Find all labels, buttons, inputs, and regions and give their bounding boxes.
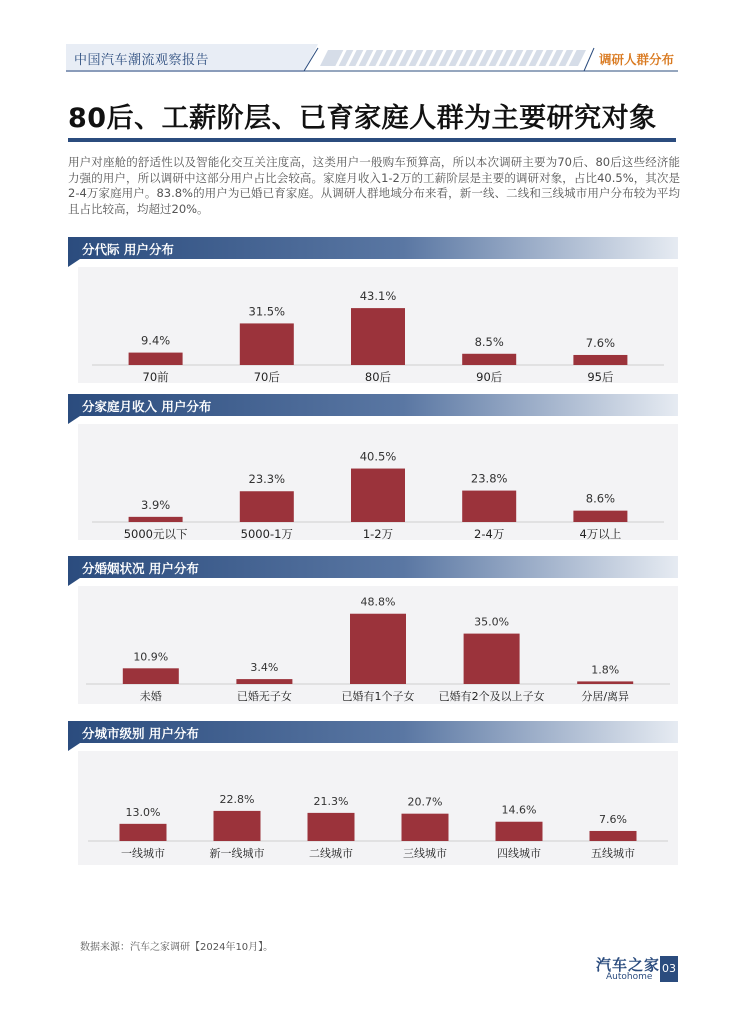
section-title: 分婚姻状况 用户分布 — [82, 561, 199, 576]
bar — [496, 822, 543, 841]
bar — [129, 353, 183, 365]
data-label: 43.1% — [359, 289, 397, 304]
bar — [240, 323, 294, 365]
category-label: 4万以上 — [579, 527, 622, 540]
bar — [123, 668, 179, 684]
bar — [464, 634, 520, 684]
data-label: 14.6% — [501, 803, 537, 817]
category-label: 70后 — [253, 370, 280, 383]
category-label: 新一线城市 — [209, 847, 265, 860]
page-title: 80后、工薪阶层、已育家庭人群为主要研究对象 — [68, 103, 657, 134]
data-label: 40.5% — [359, 449, 397, 464]
data-source-note: 数据来源：汽车之家调研【2024年10月】。 — [80, 942, 274, 953]
bar — [462, 491, 516, 522]
data-label: 3.9% — [140, 497, 171, 512]
category-label: 二线城市 — [309, 847, 353, 860]
bar — [573, 355, 627, 365]
bar — [308, 813, 355, 841]
section-title: 分家庭月收入 用户分布 — [82, 399, 212, 414]
bar — [351, 308, 405, 365]
category-label: 已婚无子女 — [236, 690, 292, 703]
data-label: 35.0% — [474, 615, 510, 629]
report-title: 中国汽车潮流观察报告 — [74, 53, 210, 68]
category-label: 95后 — [587, 370, 614, 383]
logo-text-cn: 汽车之家 — [596, 956, 661, 974]
bar — [350, 614, 406, 684]
category-label: 三线城市 — [403, 847, 447, 860]
title-rule — [68, 138, 676, 142]
category-label: 5000元以下 — [123, 527, 188, 540]
bar — [120, 824, 167, 841]
category-label: 已婚有1个子女 — [341, 690, 415, 703]
category-label: 5000-1万 — [240, 527, 293, 540]
logo-text-en: Autohome — [606, 972, 653, 982]
data-label: 31.5% — [248, 304, 286, 319]
category-label: 未婚 — [139, 690, 162, 703]
data-label: 13.0% — [125, 805, 161, 819]
marital-chart — [78, 586, 678, 704]
category-label: 分居/离异 — [581, 690, 630, 703]
section-header-bar — [68, 556, 678, 578]
city-chart — [78, 751, 678, 865]
data-label: 9.4% — [140, 333, 171, 348]
section-title: 分城市级别 用户分布 — [82, 726, 199, 741]
section-title: 分代际 用户分布 — [82, 242, 174, 257]
category-label: 已婚有2个及以上子女 — [438, 690, 545, 703]
bar — [351, 469, 405, 522]
bar — [214, 811, 261, 841]
section-header-bar — [68, 721, 678, 743]
chart-panel — [78, 586, 678, 704]
report-header — [66, 44, 678, 72]
bar — [236, 679, 292, 684]
data-label: 8.6% — [585, 491, 616, 506]
category-label: 五线城市 — [591, 847, 635, 860]
data-label: 1.8% — [591, 663, 620, 677]
section-generation — [68, 237, 678, 387]
generation-chart — [78, 267, 678, 383]
data-label: 48.8% — [360, 595, 396, 609]
data-label: 8.5% — [474, 334, 504, 349]
data-label: 7.6% — [599, 812, 627, 826]
bar — [577, 681, 633, 684]
category-label: 2-4万 — [474, 527, 505, 540]
chart-panel — [78, 424, 678, 540]
chart-panel — [78, 267, 678, 383]
data-label: 23.3% — [248, 472, 286, 487]
data-label: 3.4% — [250, 661, 279, 675]
bar — [573, 511, 627, 522]
category-label: 90后 — [476, 370, 503, 383]
section-income — [68, 394, 678, 544]
bar — [129, 517, 183, 522]
data-label: 23.8% — [470, 471, 508, 486]
bar — [590, 831, 637, 841]
bar — [402, 814, 449, 841]
data-label: 21.3% — [313, 794, 349, 808]
bar — [462, 354, 516, 365]
income-chart — [78, 424, 678, 540]
section-marital — [68, 556, 678, 708]
section-header-bar — [68, 394, 678, 416]
chart-panel — [78, 751, 678, 865]
intro-paragraph: 用户对座舱的舒适性以及智能化交互关注度高，这类用户一般购车预算高，所以本次调研主要为70后、80后这些经济能力强的用户，所以调研中这部分用户占比会较高。家庭月收入1-2万的工薪阶层是主要的调研对象，占比40.5%，其次是2-4万家庭用户。83.8%的用户为已婚已育家庭。从调研人群地域分布来看，新一线、二线和三线城市用户分布较为平均且占比较高，均超过20%。 — [68, 155, 680, 216]
data-label: 10.9% — [133, 650, 169, 664]
bar — [240, 491, 294, 522]
page-number: 03 — [660, 956, 678, 982]
category-label: 四线城市 — [497, 847, 541, 860]
category-label: 70前 — [142, 370, 169, 383]
data-label: 7.6% — [585, 335, 616, 350]
data-label: 22.8% — [219, 792, 255, 806]
data-label: 20.7% — [407, 795, 443, 809]
category-label: 80后 — [364, 370, 392, 383]
category-label: 一线城市 — [121, 847, 165, 860]
section-tag: 调研人群分布 — [598, 52, 674, 67]
section-header-bar — [68, 237, 678, 259]
section-city — [68, 721, 678, 869]
category-label: 1-2万 — [362, 527, 394, 540]
